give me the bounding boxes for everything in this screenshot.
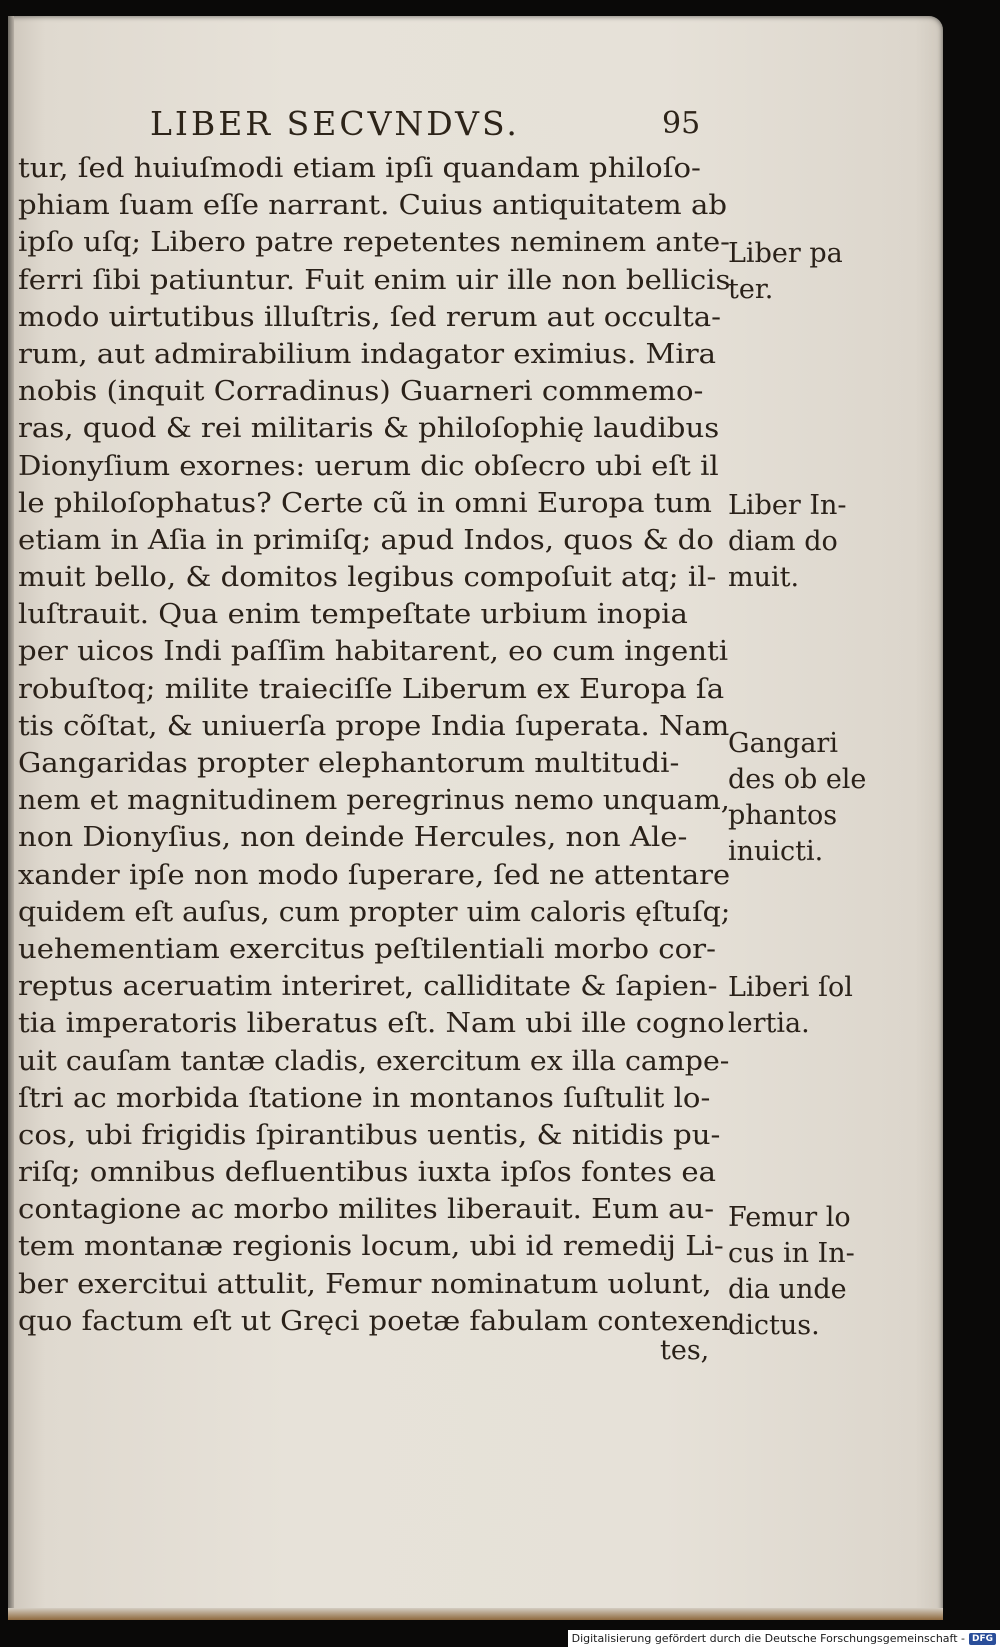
text-line: uit cauſam tantæ cladis, exercitum ex illa campe-: [18, 1044, 730, 1077]
text-line: xander ipſe non modo ſuperare, ſed ne attentare: [18, 858, 731, 891]
page-bottom-edge: [8, 1608, 943, 1620]
text-line: non Dionyſius, non deinde Hercules, non Ale-: [18, 821, 688, 854]
margin-note-line: muit.: [728, 562, 800, 593]
text-line: per uicos Indi paſſim habitarent, eo cum ingenti: [18, 635, 729, 668]
margin-note-line: lertia.: [728, 1008, 810, 1039]
catchword: tes,: [660, 1335, 710, 1366]
page-number: 95: [662, 106, 701, 141]
text-line: robuſtoq; milite traieciſſe Liberum ex Europa ſa: [18, 672, 725, 705]
margin-note-line: Liber In-: [728, 490, 847, 521]
text-line: riſq; omnibus defluentibus iuxta ipſos fontes ea: [18, 1156, 716, 1189]
text-line: rum, aut admirabilium indagator eximius. Mira: [18, 337, 717, 370]
text-line: le philoſophatus? Certe cũ in omni Europa tum: [18, 486, 712, 519]
margin-note-line: Femur lo: [728, 1202, 851, 1233]
funding-credit-banner: [568, 1630, 1000, 1647]
text-line: contagione ac morbo milites liberauit. Eum au-: [18, 1193, 715, 1226]
text-line: quo factum eſt ut Gręci poetæ fabulam contexen: [18, 1304, 730, 1337]
margin-note-liberi-sollertia: [728, 970, 928, 1042]
margin-note-liber-pater: [728, 236, 928, 308]
margin-note-line: dictus.: [728, 1310, 820, 1341]
text-line: ras, quod & rei militaris & philoſophię laudibus: [18, 412, 720, 445]
page-left-edge: [8, 16, 14, 1620]
margin-note-gangarides: [728, 726, 928, 870]
margin-note-line: ter.: [728, 274, 774, 305]
margin-note-line: dia unde: [728, 1274, 847, 1305]
funding-credit-text: Digitalisierung gefördert durch die Deutsche Forschungsgemeinschaft -: [571, 1632, 965, 1645]
page-header: [150, 104, 710, 146]
body-text: [18, 150, 730, 1340]
running-head: LIBER SECVNDVS.: [150, 104, 520, 143]
text-line: ipſo uſq; Libero patre repetentes neminem ante-: [18, 226, 730, 259]
text-line: tur, ſed huiuſmodi etiam ipſi quandam philoſo-: [18, 152, 701, 184]
dfg-logo: DFG: [969, 1633, 996, 1645]
text-line: modo uirtutibus illuſtris, ſed rerum aut occulta-: [18, 300, 722, 333]
margin-note-liber-indiam: [728, 488, 928, 596]
margin-note-line: des ob ele: [728, 764, 867, 795]
text-line: quidem eſt auſus, cum propter uim caloris ęſtuſq;: [18, 895, 731, 928]
margin-note-line: inuicti.: [728, 836, 824, 867]
text-line: tis cõſtat, & uniuerſa prope India ſuperata. Nam: [18, 709, 730, 742]
text-line: reptus aceruatim interiret, calliditate & ſapien-: [18, 970, 718, 1003]
text-line: Dionyſium exornes: uerum dic obſecro ubi eſt il: [18, 449, 719, 482]
text-line: muit bello, & domitos legibus compoſuit atq; il-: [18, 561, 717, 594]
text-line: ferri ſibi patiuntur. Fuit enim uir ille non bellicis: [18, 263, 731, 296]
margin-note-line: Liber pa: [728, 238, 843, 269]
text-line: tem montanæ regionis locum, ubi id remedij Li-: [18, 1230, 724, 1263]
text-line: nobis (inquit Corradinus) Guarneri commemo-: [18, 375, 704, 408]
margin-note-line: Liberi ſol: [728, 972, 853, 1003]
text-line: nem et magnitudinem peregrinus nemo unquam,: [18, 784, 730, 817]
text-line: uehementiam exercitus peſtilentiali morbo cor-: [18, 932, 716, 965]
text-line: ber exercitui attulit, Femur nominatum uolunt,: [18, 1267, 712, 1300]
text-line: tia imperatoris liberatus eſt. Nam ubi ille cogno: [18, 1007, 725, 1040]
margin-note-line: Gangari: [728, 728, 838, 759]
text-line: ſtri ac morbida ſtatione in montanos ſuſtulit lo-: [18, 1081, 711, 1114]
text-line: cos, ubi frigidis ſpirantibus uentis, & nitidis pu-: [18, 1118, 721, 1151]
text-line: etiam in Aſia in primiſq; apud Indos, quos & do: [18, 523, 714, 556]
margin-note-line: phantos: [728, 800, 838, 831]
margin-note-femur: [728, 1200, 928, 1344]
text-line: Gangaridas propter elephantorum multitudi-: [18, 747, 680, 779]
margin-note-line: diam do: [728, 526, 838, 557]
text-line: phiam ſuam eſſe narrant. Cuius antiquitatem ab: [18, 189, 728, 222]
text-line: luſtrauit. Qua enim tempeſtate urbium inopia: [18, 598, 688, 631]
margin-note-line: cus in In-: [728, 1238, 855, 1269]
